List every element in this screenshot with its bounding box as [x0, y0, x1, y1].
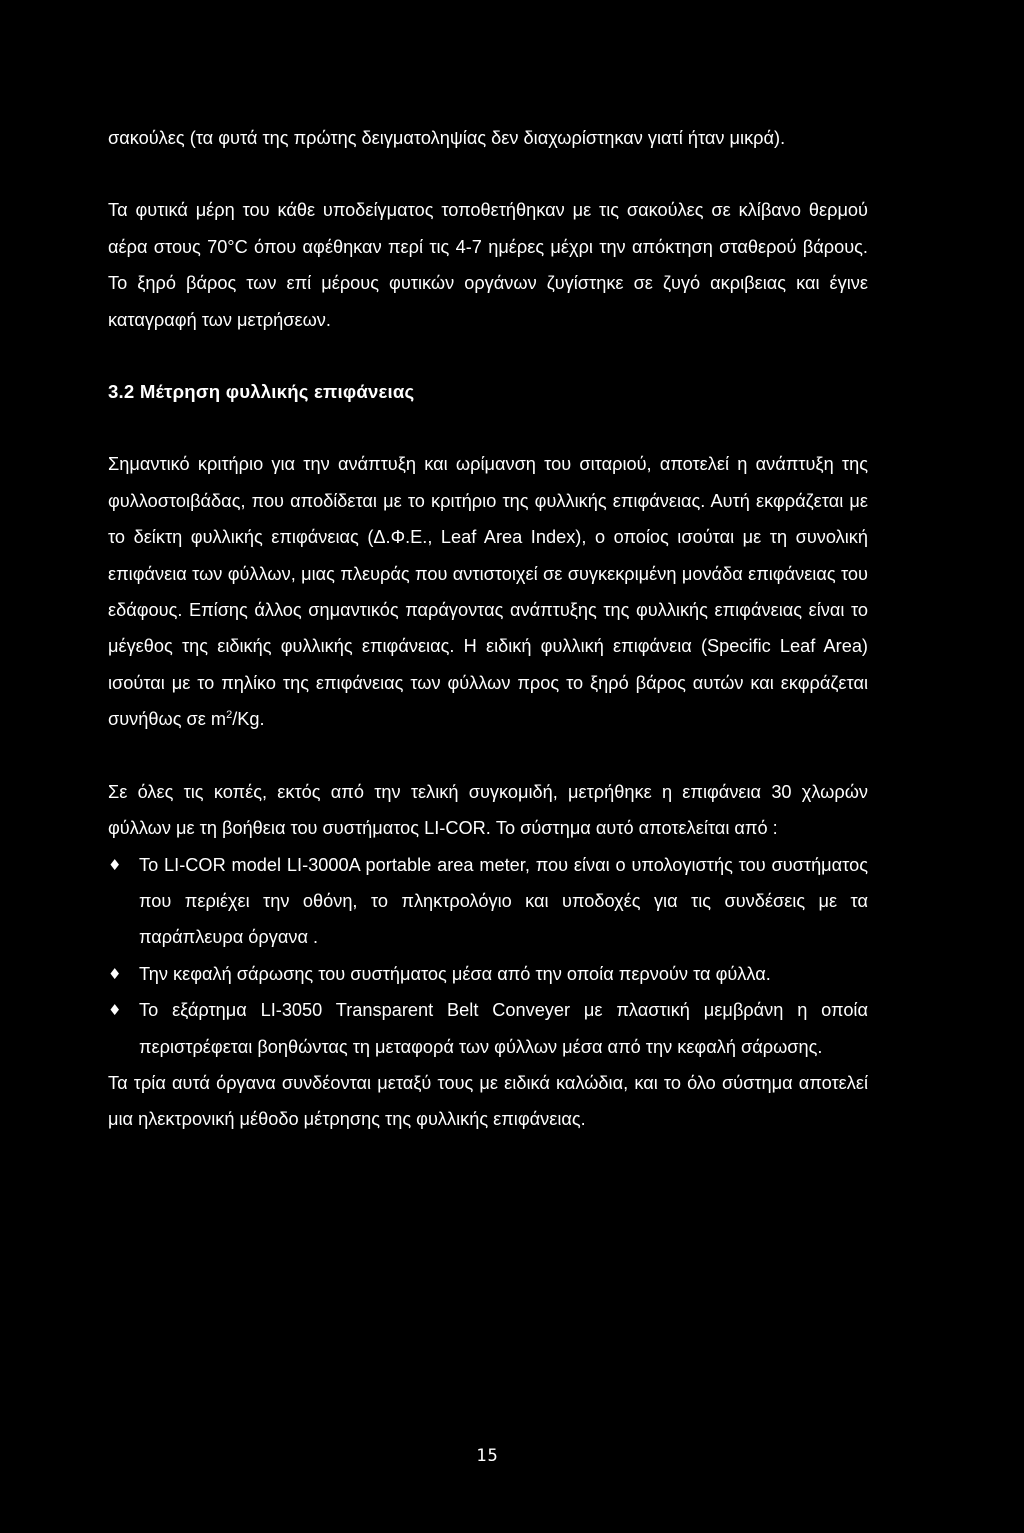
- list-item-text: Την κεφαλή σάρωσης του συστήματος μέσα από την οποία περνούν τα φύλλα.: [139, 963, 771, 984]
- page-content: [108, 120, 868, 1138]
- diamond-bullet-icon: ♦: [108, 1001, 122, 1020]
- list-item-text: Το LI-COR model LI-3000A portable area meter, που είναι ο υπολογιστής του συστήματος που περιέχει την οθόνη, το πληκτρολόγιο και υποδοχές για τις συνδέσεις με τα παράπλευρα όργανα .: [139, 854, 868, 948]
- list-item: [108, 992, 868, 1065]
- diamond-bullet-icon: ♦: [108, 855, 122, 874]
- paragraph-leaf-area-unit: /Kg.: [232, 709, 265, 730]
- superscript-two: 2: [226, 709, 233, 722]
- paragraph-drying: Τα φυτικά μέρη του κάθε υποδείγματος τοποθετήθηκαν με τις σακούλες σε κλίβανο θερμού αέρα στους 70°C όπου αφέθηκαν περί τις 4-7 ημέρες μέχρι την απόκτηση σταθερού βάρους. Το ξηρό βάρος των επί μέρους φυτικών οργάνων ζυγίστηκε σε ζυγό ακριβειας και έγινε καταγραφή των μετρήσεων.: [108, 200, 868, 330]
- paragraph-continuation: σακούλες (τα φυτά της πρώτης δειγματοληψίας δεν διαχωρίστηκαν γιατί ήταν μικρά).: [108, 128, 786, 148]
- paragraph-leaf-area-text: Σημαντικό κριτήριο για την ανάπτυξη και ωρίμανση του σιταριού, αποτελεί η ανάπτυξη της φυλλοστοιβάδας, που αποδίδεται με το κριτήριο της φυλλικής επιφάνειας. Αυτή εκφράζεται με το δείκτη φυλλικής επιφάνειας (Δ.Φ.Ε., Leaf Area Index), ο οποίος ισούται με τη συνολική επιφάνεια των φύλλων, μιας πλευράς που αντιστοιχεί σε συγκεκριμένη μονάδα επιφάνειας του εδάφους. Επίσης άλλος σημαντικός παράγοντας ανάπτυξης της φυλλικής επιφάνειας είναι το μέγεθος της ειδικής φυλλικής επιφάνειας. Η ειδική φυλλική επιφάνεια (Specific Leaf Area) ισούται με το πηλίκο της επιφάνειας των φύλλων προς το ξηρό βάρος αυτών και εκφράζεται συνήθως σε m: [108, 454, 868, 730]
- list-item: [108, 956, 868, 992]
- list-item: [108, 847, 868, 956]
- list-item-text: Το εξάρτημα LI-3050 Transparent Belt Conveyer με πλαστική μεμβράνη η οποία περιστρέφεται βοηθώντας τη μεταφορά των φύλλων μέσα από την κεφαλή σάρωσης.: [139, 1000, 868, 1057]
- diamond-bullet-icon: ♦: [108, 964, 122, 983]
- paragraph-leaf-area: [108, 446, 868, 737]
- equipment-list: [108, 847, 868, 1065]
- paragraph-measurement: Σε όλες τις κοπές, εκτός από την τελική συγκομιδή, μετρήθηκε η επιφάνεια 30 χλωρών φύλλων με τη βοήθεια του συστήματος LI-COR. Το σύστημα αυτό αποτελείται από :: [108, 781, 868, 839]
- section-heading: 3.2 Μέτρηση φυλλικής επιφάνειας: [108, 381, 415, 403]
- page-number: 15: [476, 1446, 499, 1466]
- paragraph-conclusion: Τα τρία αυτά όργανα συνδέονται μεταξύ τους με ειδικά καλώδια, και το όλο σύστημα αποτελεί μια ηλεκτρονική μέθοδο μέτρησης της φυλλικής επιφάνειας.: [108, 1072, 868, 1130]
